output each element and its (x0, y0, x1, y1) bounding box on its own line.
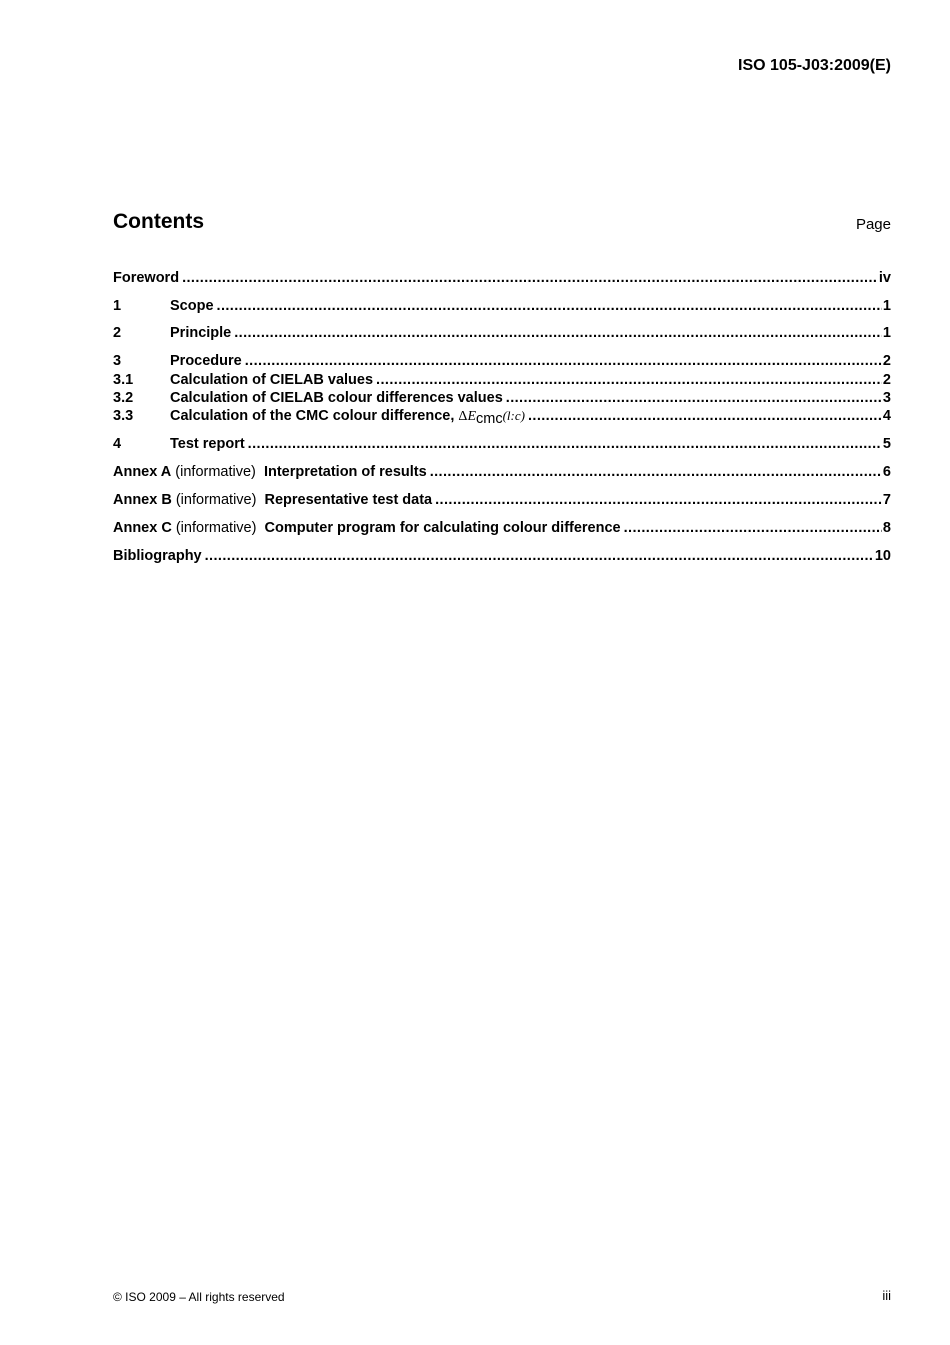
toc-page-number: 8 (882, 520, 891, 536)
toc-entry-title (113, 519, 621, 537)
lc-parameter: (l:c) (502, 408, 525, 423)
toc-entry-scope[interactable] (113, 297, 891, 315)
toc-section-number: 1 (113, 298, 122, 314)
toc-page-number: 2 (882, 372, 891, 388)
dot-leader (624, 519, 882, 537)
toc-section-number: 3.1 (113, 372, 134, 388)
toc-entry-title: Scope (170, 298, 214, 314)
toc-entry-title: Calculation of CIELAB colour differences values (170, 390, 503, 406)
toc-entry-cielab-values[interactable] (113, 371, 891, 389)
toc-entry-cmc-difference[interactable] (113, 407, 891, 425)
toc-entry-annex-b[interactable] (113, 491, 891, 509)
toc-page-number: 5 (882, 436, 891, 452)
annex-informative-label: (informative) (171, 520, 257, 536)
annex-label: Annex C (113, 520, 172, 536)
annex-title: Interpretation of results (263, 464, 427, 480)
toc-page-number: 7 (882, 492, 891, 508)
annex-title: Computer program for calculating colour difference (264, 520, 621, 536)
annex-label: Annex B (113, 492, 172, 508)
toc-entry-title: Test report (170, 436, 245, 452)
annex-title: Representative test data (264, 492, 433, 508)
toc-entry-title: Procedure (170, 353, 242, 369)
toc-page-number: iv (878, 270, 891, 286)
cmc-subscript: cmc (476, 411, 503, 427)
toc-page-number: 1 (882, 298, 891, 314)
toc-section-number: 2 (113, 325, 122, 341)
dot-leader (248, 435, 882, 453)
toc-entry-procedure[interactable] (113, 352, 891, 370)
toc-section-number: 3.2 (113, 390, 134, 406)
footer-copyright: © ISO 2009 – All rights reserved (113, 1290, 285, 1304)
toc-page-number: 3 (882, 390, 891, 406)
toc-entry-title: Bibliography (113, 548, 202, 564)
toc-page-number: 1 (882, 325, 891, 341)
toc-entry-test-report[interactable] (113, 435, 891, 453)
document-id: ISO 105-J03:2009(E) (738, 57, 891, 74)
toc-entry-annex-c[interactable] (113, 519, 891, 537)
toc-entry-foreword[interactable] (113, 269, 891, 287)
toc-entry-title-text: Calculation of the CMC colour difference, (170, 408, 459, 424)
toc-entry-annex-a[interactable] (113, 463, 891, 481)
delta-symbol: Δ (458, 409, 468, 424)
contents-heading: Contents (113, 210, 204, 233)
toc-entry-title: Principle (170, 325, 232, 341)
dot-leader (376, 371, 882, 389)
dot-leader (234, 324, 882, 342)
toc-page-number: 2 (882, 353, 891, 369)
toc-entry-cielab-differences[interactable] (113, 389, 891, 407)
toc-entry-title (113, 491, 432, 509)
footer-page-number: iii (882, 1288, 891, 1303)
dot-leader (528, 407, 882, 425)
dot-leader (506, 389, 882, 407)
toc-page-number: 4 (882, 408, 891, 424)
toc-entry-title (113, 463, 427, 481)
dot-leader (245, 352, 882, 370)
annex-informative-label: (informative) (171, 464, 256, 480)
toc-section-number: 3.3 (113, 408, 134, 424)
toc-entry-title: Calculation of CIELAB values (170, 372, 374, 388)
toc-page-number: 10 (874, 548, 891, 564)
toc-section-number: 4 (113, 436, 122, 452)
toc-entry-title: Foreword (113, 270, 180, 286)
dot-leader (205, 547, 874, 565)
toc-entry-bibliography[interactable] (113, 547, 891, 565)
annex-label: Annex A (113, 464, 172, 480)
toc-page-number: 6 (882, 464, 891, 480)
dot-leader (430, 463, 882, 481)
dot-leader (217, 297, 882, 315)
toc-entry-title (170, 407, 525, 428)
toc-section-number: 3 (113, 353, 122, 369)
toc-entry-principle[interactable] (113, 324, 891, 342)
page-column-label: Page (855, 216, 891, 233)
dot-leader (182, 269, 878, 287)
dot-leader (435, 491, 882, 509)
e-symbol: E (467, 409, 476, 424)
annex-informative-label: (informative) (171, 492, 257, 508)
